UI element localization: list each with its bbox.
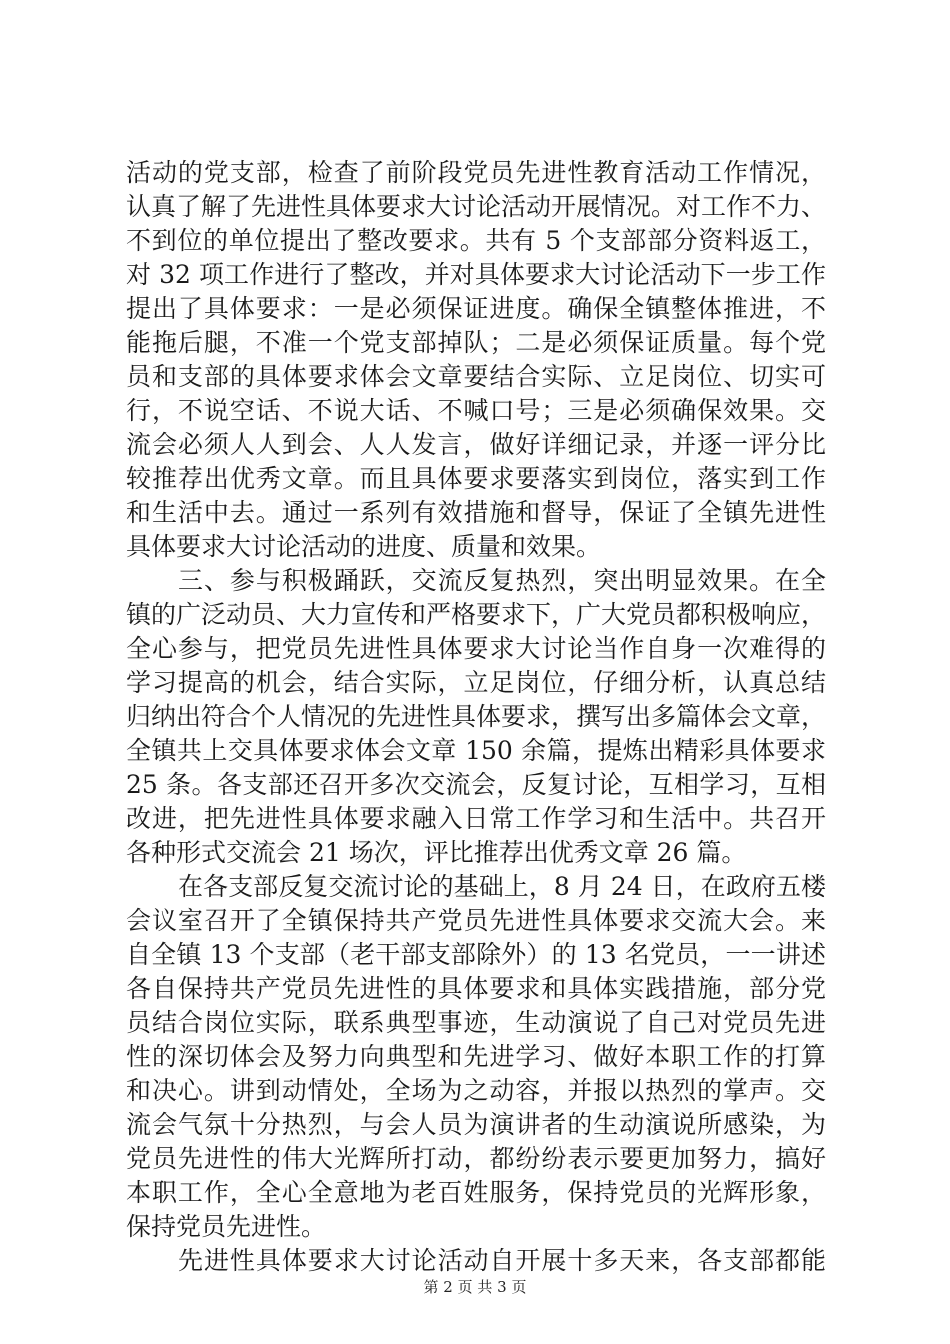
text-line: 具体要求大讨论活动的进度、质量和效果。 — [126, 532, 602, 561]
text-line: 和生活中去。通过一系列有效措施和督导，保证了全镇先进性 — [126, 498, 826, 527]
body-text — [126, 156, 826, 1278]
text-line: 先进性具体要求大讨论活动自开展十多天来，各支部都能 — [178, 1246, 826, 1275]
text-line: 较推荐出优秀文章。而且具体要求要落实到岗位，落实到工作 — [126, 464, 826, 493]
page-footer: 第 2 页 共 3 页 — [423, 1278, 527, 1296]
text-line: 不到位的单位提出了整改要求。共有 5 个支部部分资料返工， — [126, 226, 826, 255]
text-line: 全镇共上交具体要求体会文章 150 余篇，提炼出精彩具体要求 — [126, 736, 826, 765]
text-line: 对 32 项工作进行了整改，并对具体要求大讨论活动下一步工作 — [126, 260, 826, 289]
text-line: 改进，把先进性具体要求融入日常工作学习和生活中。共召开 — [126, 804, 826, 833]
text-line: 本职工作，全心全意地为老百姓服务，保持党员的光辉形象， — [126, 1178, 826, 1207]
text-line: 各种形式交流会 21 场次，评比推荐出优秀文章 26 篇。 — [126, 838, 747, 867]
text-line: 在各支部反复交流讨论的基础上，8 月 24 日，在政府五楼 — [178, 872, 826, 901]
text-line: 自全镇 13 个支部（老干部支部除外）的 13 名党员，一一讲述 — [126, 940, 826, 969]
text-line: 员结合岗位实际，联系典型事迹，生动演说了自己对党员先进 — [126, 1008, 826, 1037]
text-line: 归纳出符合个人情况的先进性具体要求，撰写出多篇体会文章， — [126, 702, 826, 731]
text-line: 提出了具体要求：一是必须保证进度。确保全镇整体推进，不 — [126, 294, 826, 323]
text-line: 学习提高的机会，结合实际，立足岗位，仔细分析，认真总结 — [126, 668, 826, 697]
text-line: 镇的广泛动员、大力宣传和严格要求下，广大党员都积极响应， — [126, 600, 826, 629]
text-line: 和决心。讲到动情处，全场为之动容，并报以热烈的掌声。交 — [126, 1076, 826, 1105]
text-line: 各自保持共产党员先进性的具体要求和具体实践措施，部分党 — [126, 974, 826, 1003]
text-line: 认真了解了先进性具体要求大讨论活动开展情况。对工作不力、 — [126, 192, 826, 221]
text-line: 全心参与，把党员先进性具体要求大讨论当作自身一次难得的 — [126, 634, 826, 663]
text-line: 保持党员先进性。 — [126, 1212, 327, 1241]
text-line: 25 条。各支部还召开多次交流会，反复讨论，互相学习，互相 — [126, 770, 826, 799]
text-line: 党员先进性的伟大光辉所打动，都纷纷表示要更加努力，搞好 — [126, 1144, 826, 1173]
text-line: 员和支部的具体要求体会文章要结合实际、立足岗位、切实可 — [126, 362, 826, 391]
text-line: 性的深切体会及努力向典型和先进学习、做好本职工作的打算 — [126, 1042, 826, 1071]
text-line: 能拖后腿，不准一个党支部掉队；二是必须保证质量。每个党 — [126, 328, 826, 357]
text-line: 流会气氛十分热烈，与会人员为演讲者的生动演说所感染，为 — [126, 1110, 826, 1139]
text-line: 活动的党支部，检查了前阶段党员先进性教育活动工作情况， — [126, 158, 826, 187]
text-line: 会议室召开了全镇保持共产党员先进性具体要求交流大会。来 — [126, 906, 826, 935]
text-line: 流会必须人人到会、人人发言，做好详细记录，并逐一评分比 — [126, 430, 826, 459]
text-line: 行，不说空话、不说大话、不喊口号；三是必须确保效果。交 — [126, 396, 826, 425]
text-line: 三、参与积极踊跃，交流反复热烈，突出明显效果。在全 — [178, 566, 826, 595]
